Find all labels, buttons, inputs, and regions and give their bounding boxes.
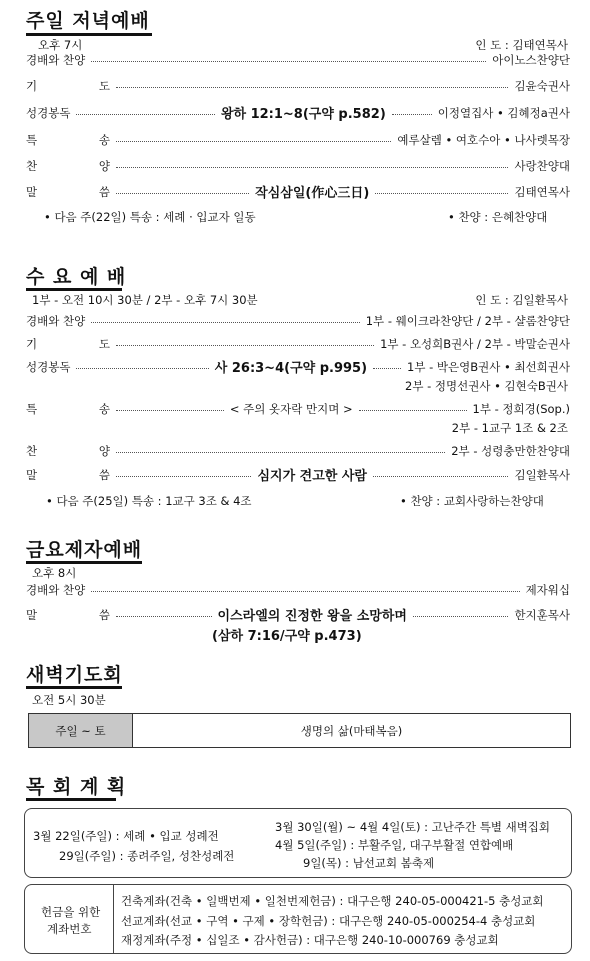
wednesday-praise-row: 경배와 찬양 1부 - 웨이크라찬양단 / 2부 - 샬롬찬양단 xyxy=(26,313,570,328)
sunday-praise-row: 경배와 찬양 아이노스찬양단 xyxy=(26,52,570,67)
plan-left-1: 3월 22일(주일) : 세례 • 입교 성례전 xyxy=(33,829,219,843)
accounts-box xyxy=(24,884,572,954)
dawn-title: 새벽기도회 xyxy=(26,664,123,686)
account-building: 건축계좌(건축 • 일백번제 • 일천번제헌금) : 대구은행 240-05-000421-5 충성교회 xyxy=(121,894,544,908)
account-finance: 재정계좌(주정 • 십일조 • 감사헌금) : 대구은행 240-10-000769 충성교회 xyxy=(121,933,499,947)
friday-sermon-row: 말 씀 이스라엘의 진정한 왕을 소망하며 한지훈목사 xyxy=(26,606,570,623)
sunday-sermon-title: 작심삼일(作心三日) xyxy=(255,186,370,201)
wednesday-special-song: < 주의 옷자락 만지며 > xyxy=(229,401,353,416)
wednesday-sermon-title: 심지가 견고한 사람 xyxy=(257,469,367,484)
wednesday-time: 1부 - 오전 10시 30분 / 2부 - 오후 7시 30분 xyxy=(32,293,258,307)
sunday-time: 오후 7시 xyxy=(38,38,83,52)
friday-sermon-title: 이스라엘의 진정한 왕을 소망하며 xyxy=(217,609,407,624)
sunday-scripture-row: 성경봉독 왕하 12:1~8(구약 p.582) 이정열집사 • 김혜정a권사 xyxy=(26,104,570,121)
plan-right-2: 4월 5일(주일) : 부활주일, 대구부활절 연합예배 xyxy=(275,838,514,852)
friday-underline xyxy=(26,561,142,564)
dawn-underline xyxy=(26,686,122,689)
dawn-days: 주일 ~ 토 xyxy=(29,714,133,747)
wednesday-note-left: • 다음 주(25일) 특송 : 1교구 3조 & 4조 xyxy=(46,494,252,508)
sunday-note-left: • 다음 주(22일) 특송 : 세례 · 입교자 일동 xyxy=(44,210,256,224)
wednesday-title: 수 요 예 배 xyxy=(26,266,127,288)
sunday-title: 주일 저녁예배 xyxy=(26,10,150,32)
sunday-hymn-row: 찬 양 사랑찬양대 xyxy=(26,158,570,173)
wednesday-passage: 사 26:3~4(구약 p.995) xyxy=(214,361,368,376)
account-mission: 선교계좌(선교 • 구역 • 구제 • 장학헌금) : 대구은행 240-05-000254-4 충성교회 xyxy=(121,914,536,928)
friday-title: 금요제자예배 xyxy=(26,539,143,561)
dawn-content: 생명의 삶(마태복음) xyxy=(300,723,403,738)
plan-right-1: 3월 30일(월) ~ 4월 4일(토) : 고난주간 특별 새벽집회 xyxy=(275,820,551,834)
sunday-leader: 인 도 : 김태연목사 xyxy=(475,38,568,52)
wednesday-prayer-row: 기 도 1부 - 오성희B권사 / 2부 - 박말순권사 xyxy=(26,336,570,351)
plan-right-3: 9일(목) : 남선교회 봄축제 xyxy=(303,856,435,870)
plans-underline xyxy=(26,798,116,801)
accounts-label-2: 계좌번호 xyxy=(47,922,92,936)
sunday-prayer-row: 기 도 김윤숙권사 xyxy=(26,78,570,93)
accounts-divider xyxy=(113,885,114,953)
wednesday-scripture-2: 2부 - 정명선권사 • 김현숙B권사 xyxy=(405,379,568,393)
wednesday-leader: 인 도 : 김일환목사 xyxy=(475,293,568,307)
wednesday-scripture-row: 성경봉독 사 26:3~4(구약 p.995) 1부 - 박은영B권사 • 최선희권사 xyxy=(26,358,570,375)
accounts-label-1: 헌금을 위한 xyxy=(41,905,101,919)
friday-passage: (삼하 7:16/구약 p.473) xyxy=(212,629,362,644)
sunday-special-row: 특 송 예루살렘 • 여호수아 • 나사렛목장 xyxy=(26,132,570,147)
wednesday-hymn-row: 찬 양 2부 - 성령충만한찬양대 xyxy=(26,443,570,458)
plans-box xyxy=(24,808,572,878)
sunday-note-right: • 찬양 : 은혜찬양대 xyxy=(448,210,548,224)
wednesday-special-2: 2부 - 1교구 1조 & 2조 xyxy=(451,421,568,435)
sunday-sermon-row: 말 씀 작심삼일(作心三日) 김태연목사 xyxy=(26,183,570,200)
wednesday-note-right: • 찬양 : 교회사랑하는찬양대 xyxy=(400,494,544,508)
dawn-time: 오전 5시 30분 xyxy=(32,693,106,707)
friday-praise-row: 경배와 찬양 제자워십 xyxy=(26,582,570,597)
wednesday-underline xyxy=(26,288,122,291)
friday-time: 오후 8시 xyxy=(32,566,77,580)
plan-left-2: 29일(주일) : 종려주일, 성찬성례전 xyxy=(59,849,235,863)
plans-title: 목 회 계 획 xyxy=(26,776,127,798)
wednesday-sermon-row: 말 씀 심지가 견고한 사람 김일환목사 xyxy=(26,466,570,483)
wednesday-special-row: 특 송 < 주의 옷자락 만지며 > 1부 - 정희경(Sop.) xyxy=(26,401,570,416)
sunday-underline xyxy=(26,33,152,36)
dawn-table xyxy=(28,713,571,748)
sunday-passage: 왕하 12:1~8(구약 p.582) xyxy=(220,107,386,122)
